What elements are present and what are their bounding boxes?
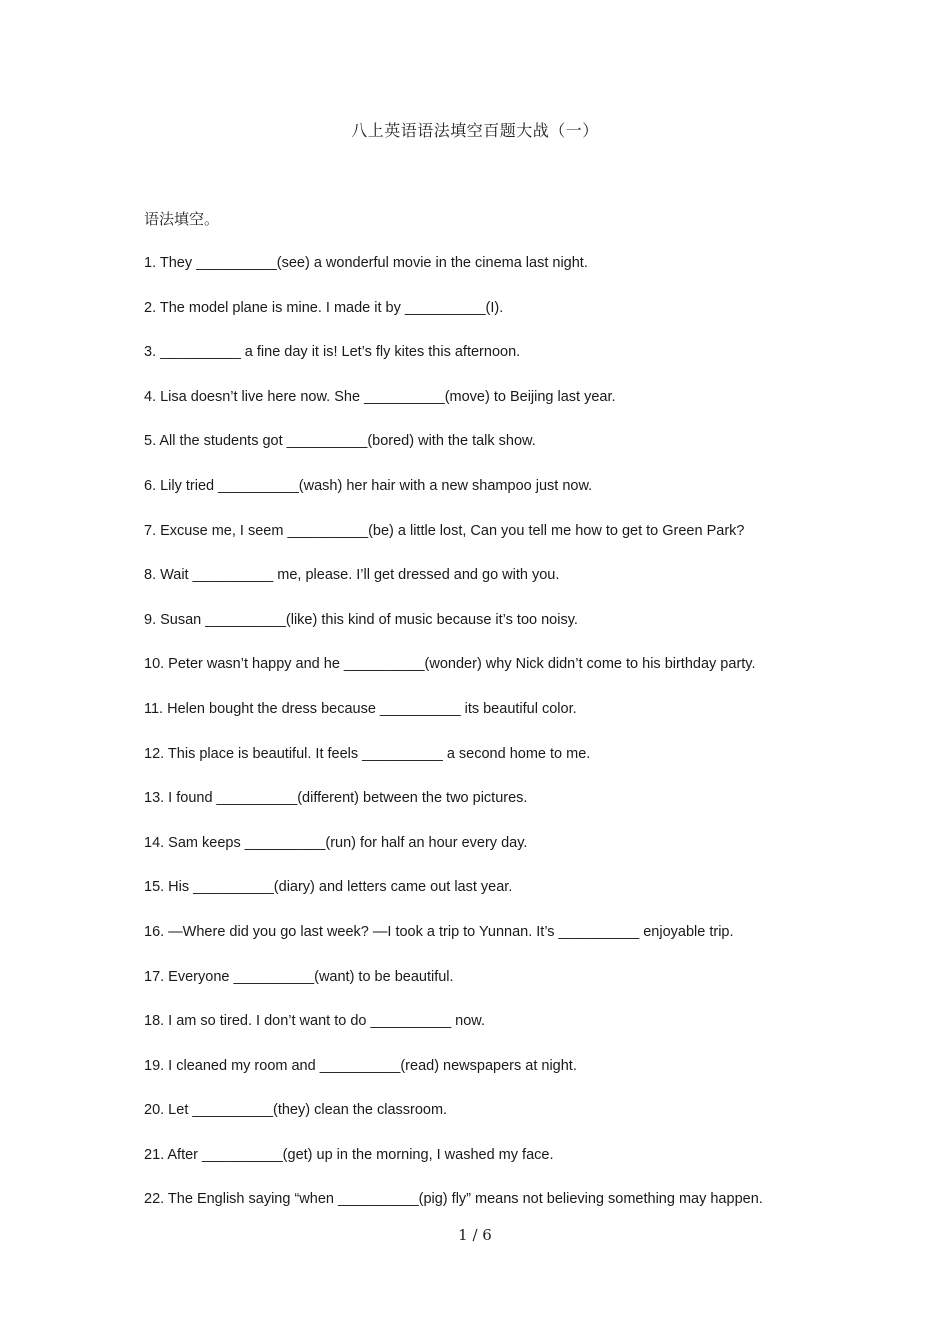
question-item: 18. I am so tired. I don’t want to do __________ now.: [144, 1013, 485, 1030]
question-item: 10. Peter wasn’t happy and he __________(wonder) why Nick didn’t come to his birthday party.: [144, 656, 756, 673]
question-item: 5. All the students got __________(bored) with the talk show.: [144, 433, 536, 450]
question-item: 21. After __________(get) up in the morning, I washed my face.: [144, 1146, 554, 1163]
question-item: 1. They __________(see) a wonderful movie in the cinema last night.: [144, 255, 588, 271]
question-item: 20. Let __________(they) clean the classroom.: [144, 1102, 448, 1119]
question-item: 16. —Where did you go last week? —I took a trip to Yunnan. It’s __________ enjoyable trip.: [144, 923, 734, 940]
question-item: 15. His __________(diary) and letters came out last year.: [144, 879, 513, 896]
question-item: 3. __________ a fine day it is! Let’s fly kites this afternoon.: [144, 344, 521, 361]
question-item: 14. Sam keeps __________(run) for half an hour every day.: [144, 834, 528, 851]
question-item: 12. This place is beautiful. It feels __________ a second home to me.: [144, 745, 591, 762]
question-item: 8. Wait __________ me, please. I’ll get dressed and go with you.: [144, 567, 560, 584]
question-item: 4. Lisa doesn’t live here now. She __________(move) to Beijing last year.: [144, 388, 616, 405]
section-heading: 语法填空。: [144, 210, 220, 228]
question-item: 17. Everyone __________(want) to be beautiful.: [144, 968, 454, 985]
question-list: [144, 253, 824, 1234]
document-title: 八上英语语法填空百题大战（一）: [351, 121, 599, 140]
question-item: 19. I cleaned my room and __________(read) newspapers at night.: [144, 1057, 577, 1074]
question-item: 11. Helen bought the dress because __________ its beautiful color.: [144, 700, 577, 717]
question-item: 7. Excuse me, I seem __________(be) a little lost, Can you tell me how to get to Green Park?: [144, 522, 745, 539]
question-item: 2. The model plane is mine. I made it by __________(I).: [144, 299, 504, 316]
page-number: 1 / 6: [458, 1226, 492, 1244]
question-item: 9. Susan __________(like) this kind of music because it’s too noisy.: [144, 611, 578, 628]
question-item: 13. I found __________(different) between the two pictures.: [144, 790, 528, 807]
question-item: 22. The English saying “when __________(pig) fly” means not believing something may happen.: [144, 1191, 763, 1208]
question-item: 6. Lily tried __________(wash) her hair with a new shampoo just now.: [144, 477, 593, 494]
